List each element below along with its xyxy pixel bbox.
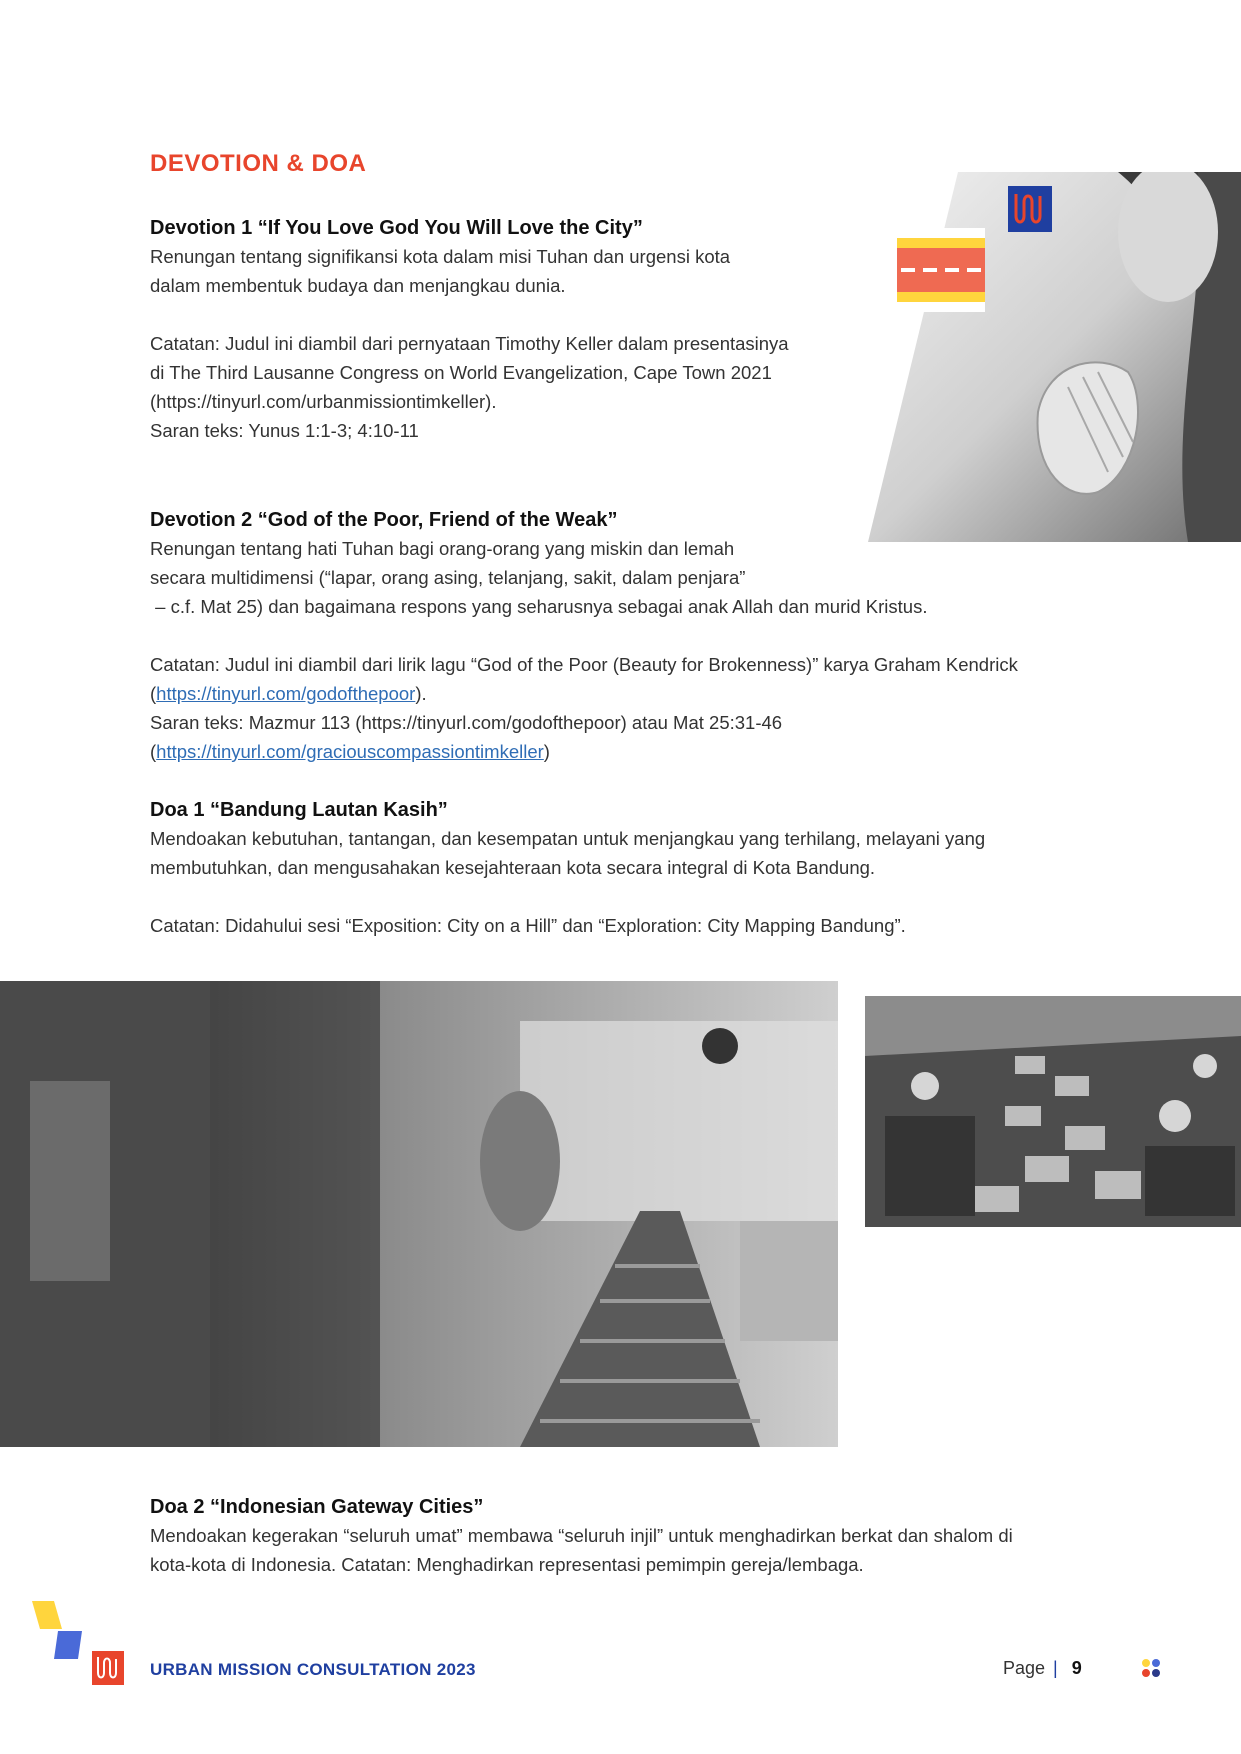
doa-2-line: Mendoakan kegerakan “seluruh umat” membawa “seluruh injil” untuk menghadirkan berkat dan shalom di xyxy=(150,1525,1013,1546)
footer-logo-icon xyxy=(92,1651,124,1685)
page-separator: | xyxy=(1053,1658,1058,1678)
devotion-2-note: Catatan: Judul ini diambil dari lirik lagu “God of the Poor (Beauty for Brokenness)” karya Graham Kendrick xyxy=(150,654,1018,675)
doa-1-line: Mendoakan kebutuhan, tantangan, dan kesempatan untuk menjangkau yang terhilang, melayani yang xyxy=(150,828,986,849)
devotion-2-line: secara multidimensi (“lapar, orang asing, telanjang, sakit, dalam penjara” xyxy=(150,567,746,588)
doa-1-note: Catatan: Didahului sesi “Exposition: City on a Hill” dan “Exploration: City Mapping Bandung”. xyxy=(150,915,906,936)
devotion-1-title: Devotion 1 “If You Love God You Will Love the City” xyxy=(150,217,643,239)
dots-icon xyxy=(1138,1656,1164,1682)
devotion-1-note: di The Third Lausanne Congress on World Evangelization, Cape Town 2021 xyxy=(150,362,772,383)
devotion-2-title: Devotion 2 “God of the Poor, Friend of the Weak” xyxy=(150,509,618,531)
devotion-1 xyxy=(150,214,1090,445)
doa-1-title: Doa 1 “Bandung Lautan Kasih” xyxy=(150,799,448,821)
page-label: Page xyxy=(1003,1658,1046,1678)
page-indicator xyxy=(1003,1658,1082,1679)
devotion-2-saran: Saran teks: Mazmur 113 (https://tinyurl.com/godofthepoor) atau Mat 25:31-46 xyxy=(150,712,783,733)
doa-2-line: kota-kota di Indonesia. Catatan: Menghadirkan representasi pemimpin gereja/lembaga. xyxy=(150,1554,864,1575)
devotion-1-line: dalam membentuk budaya dan menjangkau dunia. xyxy=(150,275,566,296)
doa-1-line: membutuhkan, dan mengusahakan kesejahteraan kota secara integral di Kota Bandung. xyxy=(150,857,876,878)
decorative-shapes-icon xyxy=(32,1601,82,1659)
devotion-2-link-line: (https://tinyurl.com/godofthepoor). xyxy=(150,683,427,704)
devotion-1-note: Catatan: Judul ini diambil dari pernyataan Timothy Keller dalam presentasinya xyxy=(150,333,789,354)
devotion-2 xyxy=(150,506,1110,766)
devotion-2-line: Renungan tentang hati Tuhan bagi orang-orang yang miskin dan lemah xyxy=(150,538,735,559)
graciouscompassion-link[interactable]: https://tinyurl.com/graciouscompassiontimkeller xyxy=(156,741,544,762)
devotion-2-link-line: (https://tinyurl.com/graciouscompassiontimkeller) xyxy=(150,741,550,762)
footer-title: URBAN MISSION CONSULTATION 2023 xyxy=(150,1660,476,1679)
godofthepoor-link[interactable]: https://tinyurl.com/godofthepoor xyxy=(156,683,416,704)
devotion-2-line: – c.f. Mat 25) dan bagaimana respons yang seharusnya sebagai anak Allah dan murid Kristus. xyxy=(150,596,928,617)
devotion-1-note: (https://tinyurl.com/urbanmissiontimkeller). xyxy=(150,391,497,412)
devotion-1-line: Renungan tentang signifikansi kota dalam misi Tuhan dan urgensi kota xyxy=(150,246,731,267)
section-title: DEVOTION & DOA xyxy=(150,150,367,177)
crowded-street-photo xyxy=(865,996,1241,1227)
page-number: 9 xyxy=(1071,1658,1082,1678)
doa-1 xyxy=(150,796,1090,940)
doa-2 xyxy=(150,1493,1090,1579)
devotion-1-saran: Saran teks: Yunus 1:1-3; 4:10-11 xyxy=(150,420,419,441)
doa-2-title: Doa 2 “Indonesian Gateway Cities” xyxy=(150,1496,484,1518)
slum-railway-photo xyxy=(0,981,838,1447)
